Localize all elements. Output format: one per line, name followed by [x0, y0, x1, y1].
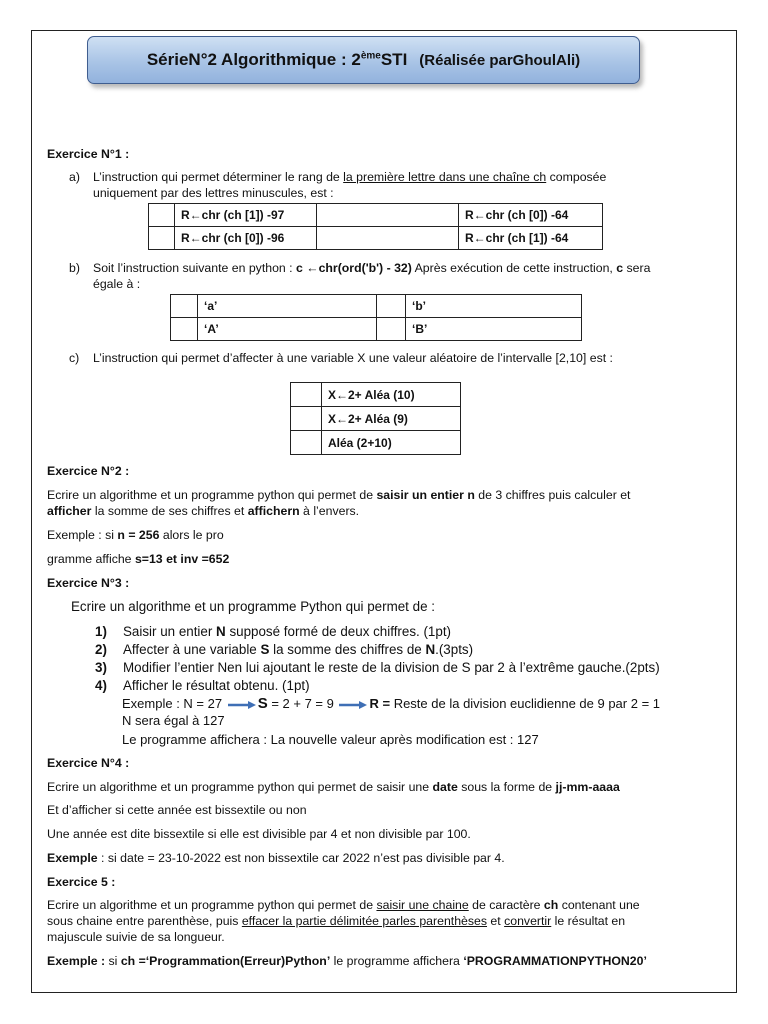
checkbox-cell[interactable] — [149, 204, 175, 227]
ex5-line1: Ecrire un algorithme et un programme python qui permet de saisir une chaine de caractère ch contenant une — [47, 898, 640, 912]
option-cell: R←chr (ch [1]) -64 — [459, 227, 603, 250]
ex1-c-options-table — [290, 382, 461, 455]
checkbox-cell[interactable] — [149, 227, 175, 250]
option-cell: ‘a’ — [198, 295, 377, 318]
ex1-a-options-table — [148, 203, 603, 250]
option-cell: X←2+ Aléa (10) — [322, 383, 461, 407]
ex5-line2: sous chaine entre parenthèse, puis effacer la partie délimitée parles parenthèses et convertir le résultat en — [47, 914, 626, 928]
title-main: SérieN°2 Algorithmique : 2èmeSTI — [146, 50, 408, 69]
option-cell: R←chr (ch [1]) -97 — [175, 204, 317, 227]
title-banner — [87, 36, 640, 84]
title-author: (Réalisée parGhoulAli) — [419, 51, 581, 69]
ex4-example: Exemple : si date = 23-10-2022 est non bissextile car 2022 n’est pas divisible par 4. — [47, 851, 505, 865]
option-cell: Aléa (2+10) — [322, 431, 461, 455]
checkbox-cell[interactable] — [171, 295, 198, 318]
ex1-b-line1: Soit l’instruction suivante en python : c ←chr(ord('b') - 32) Après exécution de cette instruction, c sera — [93, 261, 651, 275]
ex3-example-line1: Exemple : N = 27 S = 2 + 7 = 9 R = Reste de la division euclidienne de 9 par 2 = 1 — [122, 695, 661, 712]
ex4-line1: Ecrire un algorithme et un programme python qui permet de saisir une date sous la forme de jj-mm-aaaa — [47, 780, 620, 794]
ex1-a-line1: L’instruction qui permet déterminer le rang de la première lettre dans une chaîne ch composée — [93, 170, 607, 184]
ex1-c-line1: L’instruction qui permet d’affecter à une variable X une valeur aléatoire de l’intervalle [2,10] est : — [93, 351, 613, 365]
ex1-a-line2: uniquement par des lettres minuscules, est : — [93, 186, 334, 200]
checkbox-cell[interactable] — [291, 407, 322, 431]
checkbox-cell[interactable] — [377, 318, 406, 341]
option-cell: R←chr (ch [0]) -96 — [175, 227, 317, 250]
ex2-line1: Ecrire un algorithme et un programme python qui permet de saisir un entier n de 3 chiffres puis calculer et — [47, 488, 631, 502]
ex5-line3: majuscule suivie de sa longueur. — [47, 930, 225, 944]
ex1-c-marker: c) — [69, 351, 80, 365]
ex1-heading: Exercice N°1 : — [47, 147, 130, 161]
ex2-heading: Exercice N°2 : — [47, 464, 130, 478]
ex1-b-marker: b) — [69, 261, 80, 275]
ex2-example-line2: gramme affiche s=13 et inv =652 — [47, 552, 230, 566]
checkbox-cell[interactable] — [317, 227, 459, 250]
right-arrow-icon — [339, 701, 367, 709]
option-cell: ‘B’ — [406, 318, 582, 341]
ex2-example-line1: Exemple : si n = 256 alors le pro — [47, 528, 224, 542]
ex2-line2: afficher la somme de ses chiffres et affichern à l’envers. — [47, 504, 360, 518]
ex1-a-marker: a) — [69, 170, 80, 184]
ex1-b-line2: égale à : — [93, 277, 141, 291]
ex5-heading: Exercice 5 : — [47, 875, 116, 889]
ex4-heading: Exercice N°4 : — [47, 756, 130, 770]
option-cell: ‘A’ — [198, 318, 377, 341]
checkbox-cell[interactable] — [317, 204, 459, 227]
option-cell: ‘b’ — [406, 295, 582, 318]
ex5-example: Exemple : si ch =‘Programmation(Erreur)Python’ le programme affichera ‘PROGRAMMATIONPYTHON20’ — [47, 954, 647, 968]
ex3-heading: Exercice N°3 : — [47, 576, 130, 590]
ex3-item-4: 4) Afficher le résultat obtenu. (1pt) — [95, 678, 310, 693]
ex3-item-3: 3) Modifier l’entier Nen lui ajoutant le reste de la division de S par 2 à l’extrême gauche.(2pts) — [95, 660, 660, 675]
ex4-line3: Une année est dite bissextile si elle est divisible par 4 et non divisible par 100. — [47, 827, 471, 841]
right-arrow-icon — [228, 701, 256, 709]
checkbox-cell[interactable] — [291, 383, 322, 407]
ex1-b-options-table — [170, 294, 582, 341]
ex4-line2: Et d’afficher si cette année est bissextile ou non — [47, 803, 307, 817]
ex3-item-2: 2) Affecter à une variable S la somme des chiffres de N.(3pts) — [95, 642, 474, 657]
checkbox-cell[interactable] — [377, 295, 406, 318]
ex3-example-line3: Le programme affichera : La nouvelle valeur après modification est : 127 — [122, 732, 539, 747]
ex3-intro: Ecrire un algorithme et un programme Python qui permet de : — [71, 599, 435, 614]
checkbox-cell[interactable] — [171, 318, 198, 341]
ex3-example-line2: N sera égal à 127 — [122, 713, 225, 728]
checkbox-cell[interactable] — [291, 431, 322, 455]
option-cell: X←2+ Aléa (9) — [322, 407, 461, 431]
option-cell: R←chr (ch [0]) -64 — [459, 204, 603, 227]
ex3-item-1: 1) Saisir un entier N supposé formé de deux chiffres. (1pt) — [95, 624, 451, 639]
